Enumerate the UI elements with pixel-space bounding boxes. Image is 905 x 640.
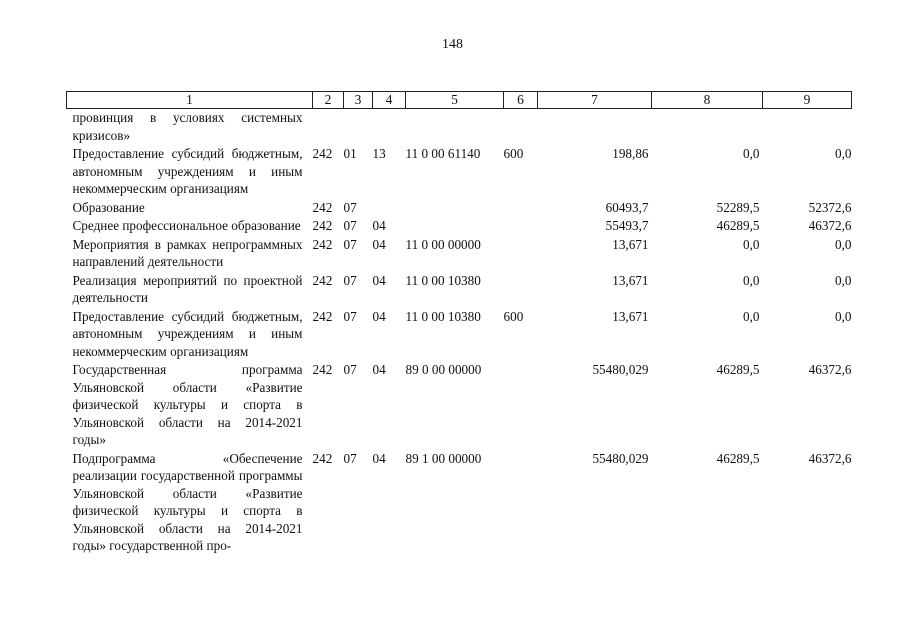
row-col-3: 07 bbox=[343, 218, 357, 233]
row-col-5 bbox=[406, 109, 504, 146]
row-col-6 bbox=[504, 217, 538, 236]
row-col-6 bbox=[504, 236, 538, 272]
row-col-6 bbox=[504, 199, 538, 218]
row-col-7: 55493,7 bbox=[605, 218, 649, 233]
row-col-3 bbox=[344, 109, 373, 146]
header-col-6: 6 bbox=[504, 92, 538, 109]
row-col-5: 11 0 00 00000 bbox=[405, 236, 481, 252]
row-col-8 bbox=[652, 109, 763, 146]
row-col-4 bbox=[373, 109, 406, 146]
row-col-3: 07 bbox=[343, 272, 357, 288]
row-col-4: 04 bbox=[372, 272, 386, 288]
row-col-4: 04 bbox=[372, 362, 386, 377]
header-col-1: 1 bbox=[67, 92, 313, 109]
row-col-7: 55480,029 bbox=[592, 450, 649, 466]
row-col-6 bbox=[504, 450, 538, 556]
row-name: Образование bbox=[72, 199, 145, 215]
row-name: Предоставление субсидий бюджетным, автономным учреждениям и иным некоммерческим организациям bbox=[72, 146, 303, 196]
row-col-9 bbox=[763, 109, 852, 146]
table-row bbox=[67, 308, 852, 362]
row-col-5: 89 1 00 00000 bbox=[405, 450, 482, 466]
table-row bbox=[67, 272, 852, 308]
row-col-6: 600 bbox=[503, 146, 524, 161]
row-col-8: 0,0 bbox=[743, 272, 760, 288]
row-col-2: 242 bbox=[312, 308, 333, 324]
row-col-6 bbox=[504, 109, 538, 146]
row-col-8: 0,0 bbox=[743, 146, 760, 161]
row-col-2: 242 bbox=[312, 450, 333, 466]
header-col-2: 2 bbox=[313, 92, 344, 109]
row-col-2: 242 bbox=[312, 218, 333, 233]
row-col-5: 89 0 00 00000 bbox=[405, 362, 482, 377]
row-col-8: 46289,5 bbox=[716, 450, 760, 466]
row-name: Предоставление субсидий бюджетным, автономным учреждениям и иным некоммерческим организациям bbox=[72, 308, 303, 359]
row-col-3: 07 bbox=[343, 236, 357, 252]
row-name: Среднее профессиональное образование bbox=[72, 218, 301, 233]
row-col-5 bbox=[406, 217, 504, 236]
header-col-5: 5 bbox=[406, 92, 504, 109]
row-col-9: 46372,6 bbox=[808, 450, 852, 466]
row-col-3: 07 bbox=[343, 450, 357, 466]
row-col-6 bbox=[504, 272, 538, 308]
table-row bbox=[67, 199, 852, 218]
row-name: провинция в условиях системных кризисов» bbox=[72, 110, 303, 143]
row-col-2: 242 bbox=[312, 272, 333, 288]
row-col-8: 0,0 bbox=[743, 236, 760, 252]
row-col-7: 13,671 bbox=[612, 308, 649, 324]
row-col-9: 46372,6 bbox=[808, 218, 852, 233]
row-col-9: 0,0 bbox=[835, 308, 852, 324]
row-col-4: 04 bbox=[372, 450, 386, 466]
row-col-7 bbox=[538, 109, 652, 146]
row-col-5: 11 0 00 10380 bbox=[405, 308, 481, 324]
row-col-7: 60493,7 bbox=[605, 199, 649, 215]
row-col-8: 0,0 bbox=[743, 308, 760, 324]
row-name: Реализация мероприятий по проектной деятельности bbox=[72, 272, 303, 305]
row-name: Мероприятия в рамках непрограммных направлений деятельности bbox=[72, 236, 303, 269]
row-col-5: 11 0 00 61140 bbox=[405, 146, 481, 161]
row-col-7: 198,86 bbox=[612, 146, 649, 161]
header-col-7: 7 bbox=[538, 92, 652, 109]
row-col-8: 46289,5 bbox=[716, 218, 760, 233]
row-col-2: 242 bbox=[312, 362, 333, 377]
table-row bbox=[67, 217, 852, 236]
row-col-7: 13,671 bbox=[612, 272, 649, 288]
row-name: Подпрограмма «Обеспечение реализации государственной программы Ульяновской области «Развитие физической культуры и спорта в Ульяновской области на 2014-2021 годы» государственной про- bbox=[72, 450, 303, 553]
row-col-9: 46372,6 bbox=[808, 362, 852, 377]
row-col-8: 52289,5 bbox=[716, 199, 760, 215]
table-row bbox=[67, 450, 852, 556]
header-col-9: 9 bbox=[763, 92, 852, 109]
row-col-8: 46289,5 bbox=[716, 362, 760, 377]
row-col-9: 52372,6 bbox=[808, 199, 852, 215]
row-col-9: 0,0 bbox=[835, 146, 852, 161]
budget-table bbox=[66, 91, 852, 556]
row-col-6: 600 bbox=[503, 308, 524, 324]
table-row bbox=[67, 236, 852, 272]
row-col-9: 0,0 bbox=[835, 272, 852, 288]
row-col-3: 01 bbox=[343, 146, 357, 161]
row-col-4 bbox=[373, 199, 406, 218]
row-col-4: 04 bbox=[372, 308, 386, 324]
row-col-2: 242 bbox=[312, 146, 333, 161]
row-col-4: 04 bbox=[372, 236, 386, 252]
row-col-3: 07 bbox=[343, 362, 357, 377]
table-header-row bbox=[67, 92, 852, 109]
header-col-3: 3 bbox=[344, 92, 373, 109]
table-row bbox=[67, 145, 852, 199]
header-col-4: 4 bbox=[373, 92, 406, 109]
row-col-9: 0,0 bbox=[835, 236, 852, 252]
row-col-4: 13 bbox=[372, 146, 386, 161]
row-col-7: 13,671 bbox=[612, 236, 649, 252]
row-col-4: 04 bbox=[372, 218, 386, 233]
table-row bbox=[67, 109, 852, 146]
row-col-2 bbox=[313, 109, 344, 146]
table-row bbox=[67, 361, 852, 450]
row-col-7: 55480,029 bbox=[592, 362, 649, 377]
row-col-3: 07 bbox=[343, 308, 357, 324]
row-col-3: 07 bbox=[343, 199, 357, 215]
row-col-5 bbox=[406, 199, 504, 218]
row-col-2: 242 bbox=[312, 199, 333, 215]
row-name: Государственная программа Ульяновской области «Развитие физической культуры и спорта в Ульяновской области на 2014-2021 годы» bbox=[72, 362, 303, 447]
row-col-6 bbox=[504, 361, 538, 450]
row-col-5: 11 0 00 10380 bbox=[405, 272, 481, 288]
page-number: 148 bbox=[442, 37, 463, 52]
row-col-2: 242 bbox=[312, 236, 333, 252]
header-col-8: 8 bbox=[652, 92, 763, 109]
